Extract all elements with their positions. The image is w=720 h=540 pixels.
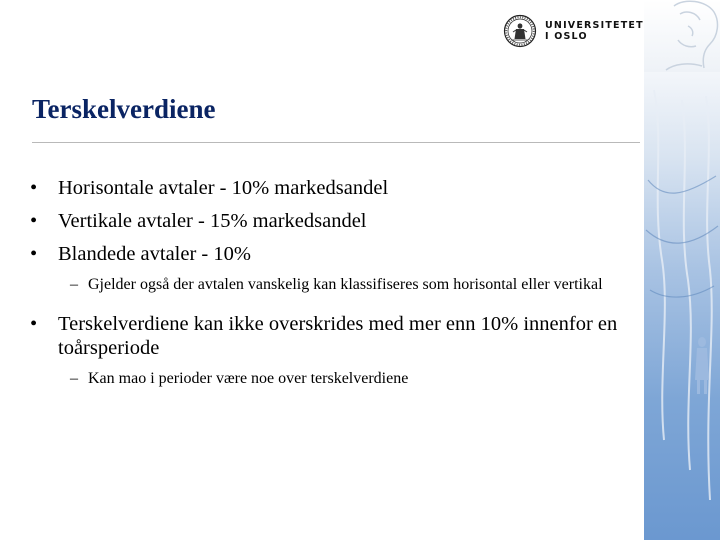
bullet-icon: • — [30, 210, 38, 232]
title-divider — [32, 142, 640, 143]
slide-body — [30, 176, 630, 400]
bullet-text: Terskelverdiene kan ikke overskrides med mer enn 10% innenfor en toårsperiode — [58, 313, 618, 359]
sub-bullet-item — [30, 369, 630, 388]
bullet-text: Vertikale avtaler - 15% markedsandel — [58, 210, 367, 232]
bullet-item — [30, 242, 630, 266]
university-name-line2: I OSLO — [545, 31, 588, 42]
slide-title: Terskelverdiene — [32, 94, 216, 124]
bullet-item — [30, 209, 630, 233]
decorative-side-band — [644, 0, 720, 540]
sub-bullet-text: Gjelder også der avtalen vanskelig kan klassifiseres som horisontal eller vertikal — [88, 276, 603, 293]
university-name — [545, 20, 645, 42]
sub-bullet-item — [30, 275, 630, 294]
bullet-icon: • — [30, 243, 38, 265]
university-name-line1: UNIVERSITETET — [545, 20, 644, 31]
bullet-text: Blandede avtaler - 10% — [58, 243, 251, 265]
dash-icon: – — [70, 276, 78, 293]
dash-icon: – — [70, 370, 78, 387]
bullet-icon: • — [30, 177, 38, 199]
bullet-item — [30, 312, 630, 360]
university-seal-icon — [503, 14, 537, 48]
bullet-text: Horisontale avtaler - 10% markedsandel — [58, 177, 389, 199]
statue-illustration-icon — [644, 0, 720, 540]
sub-bullet-text: Kan mao i perioder være noe over terskelverdiene — [88, 370, 409, 387]
bullet-icon: • — [30, 313, 38, 335]
bullet-item — [30, 176, 630, 200]
